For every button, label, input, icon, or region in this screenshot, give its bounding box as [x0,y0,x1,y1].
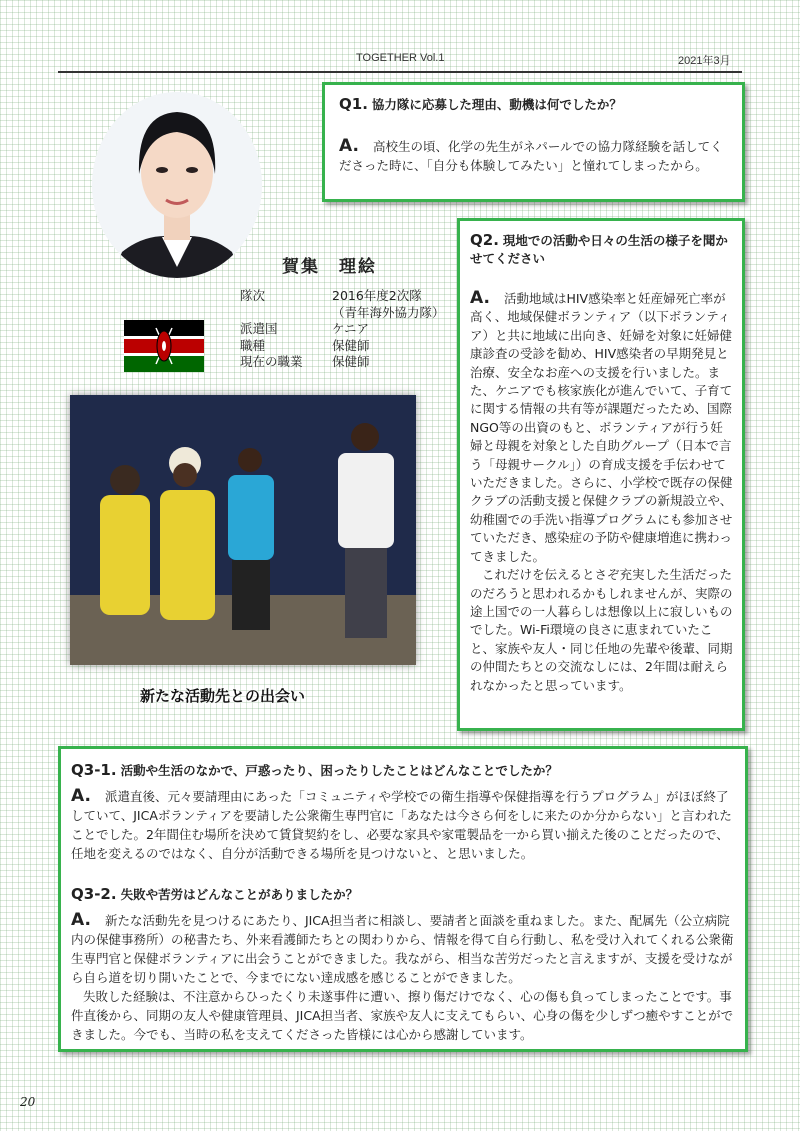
q1-question-text: 協力隊に応募した理由、動機は何でしたか？ [371,97,622,112]
q3-2-question-text: 失敗や苦労はどんなことがありましたか？ [120,887,359,902]
q3-box [58,746,748,1052]
page-number: 20 [20,1095,36,1109]
q3-1-number: Q3-1. [71,761,117,779]
q2-answer-text-2: これだけを伝えるとさぞ充実した生活だったのだろうと思われるかもしれませんが、実際の途上国での一人暮らしは想像以上に寂しいものでした。Wi-Fi環境の良さに恵まれていたこと、家族や友人・同じ任地の先輩や後輩、同期の仲間たちとの交流なしには、2年間は耐えられなかったと思っています。 [470,567,733,693]
q3-1-a-label: A. [71,786,91,806]
q1-box [322,82,745,202]
magazine-title: TOGETHER Vol.1 [356,52,445,64]
profile-key: 職種 [240,337,266,353]
profile-row [240,321,445,338]
q3-1-answer [71,787,736,863]
q1-question [339,95,734,114]
photo-caption: 新たな活動先との出会い [140,687,306,705]
q3-2-answer-text-1: 新たな活動先を見つけるにあたり、JICA担当者に相談し、要請者と面談を重ねました。また、配属先（公立病院内の保健事務所）の秘書たち、外来看護師たちとの関わりから、情報を得て自ら行動し、私を受け入れてくれる公衆衛生専門官と保健ボランティアに出会うことができました。我ながら、相当な苦労だったと言えますが、支援を受けながら自ら道を切り開いたことで、今までにない達成感を感じることができました。 [71,913,734,985]
q3-2-answer-paragraph [71,911,739,987]
activity-photo [70,395,416,665]
q3-2-a-label: A. [71,910,91,930]
kenya-flag-icon [124,320,204,372]
volunteer-name: 賀集 理絵 [282,257,377,277]
profile-row [240,338,445,355]
q1-a-label: A. [339,136,359,156]
profile-value: ケニア [332,321,370,336]
q3-2-number: Q3-2. [71,885,117,903]
q2-answer-paragraph [470,289,734,566]
portrait-photo [92,92,262,278]
profile-key: 隊次 [240,288,266,303]
profile-key [240,305,332,322]
q2-question-text: 現地での活動や日々の生活の様子を聞かせてください [470,233,728,266]
q3-1-question-text: 活動や生活のなかで、戸惑ったり、困ったりしたことはどんなことでしたか？ [120,763,558,778]
q2-answer [470,289,734,695]
issue-date: 2021年3月 [678,55,731,67]
q1-answer-text: 高校生の頃、化学の先生がネパールでの協力隊経験を話してくださった時に、「自分も体験してみたい」と憧れてしまったから。 [339,139,723,173]
header-rule [58,71,742,73]
q2-question [470,231,732,268]
profile-value: 保健師 [332,354,370,369]
profile-row [240,288,445,305]
profile-row [240,354,445,371]
q1-number: Q1. [339,95,368,113]
profile-table [240,288,445,371]
q2-a-label: A. [470,288,490,308]
q2-number: Q2. [470,231,499,249]
profile-value: 2016年度2次隊 [332,288,422,303]
q1-answer [339,137,734,175]
q2-answer-text-1: 活動地域はHIV感染率と妊産婦死亡率が高く、地域保健ボランティア（以下ボランティア）と共に地域に出向き、妊婦を対象に妊婦健康診査の受診を勧め、HIV感染者の早期発見と治療、安全なお産への支援を行いました。また、ケニアでも核家族化が進んでいて、子育てに関する情報の共有等が課題だったため、国際NGO等の出資のもと、ボランティアが行う妊婦と母親を対象とした自助グループ（日本で言う「母親サークル」）の育成支援を手伝わせていただきました。さらに、小学校で既存の保健クラブの活動支援と保健クラブの新規設立や、幼稚園での手洗い指導プログラムにも参加させていただき、感染症の予防や健康増進に携わってきました。 [470,291,733,564]
q3-2-question [71,885,736,904]
q3-1-question [71,761,736,780]
profile-row [240,305,445,322]
q3-2-answer-text-2: 失敗した経験は、不注意からひったくり未遂事件に遭い、擦り傷だけでなく、心の傷も負ってしまったことです。事件直後から、同期の友人や健康管理員、JICA担当者、家族や友人に支えてもらい、心身の傷を少しずつ癒やすことができました。今でも、当時の私を支えてくださった皆様には心から感謝しています。 [71,989,734,1042]
q2-box [457,218,745,731]
profile-value: 保健師 [332,337,370,353]
profile-value: （青年海外協力隊） [332,304,445,320]
profile-key: 現在の職業 [240,354,303,369]
q3-2-answer [71,911,739,1044]
q3-1-answer-text: 派遣直後、元々要請理由にあった「コミュニティや学校での衛生指導や保健指導を行うプログラム」がほぼ終了していて、JICAボランティアを要請した公衆衛生専門官に「あなたは今さら何をしに来たのか分からない」と言われたことでした。2年間住む場所を決めて賃貸契約をし、必要な家具や家電製品を一から買い揃えた後のことだったので、任地を変えるのではなく、自分が活動できる場所を見つけないと、と思いました。 [71,789,732,861]
profile-key: 派遣国 [240,321,278,336]
